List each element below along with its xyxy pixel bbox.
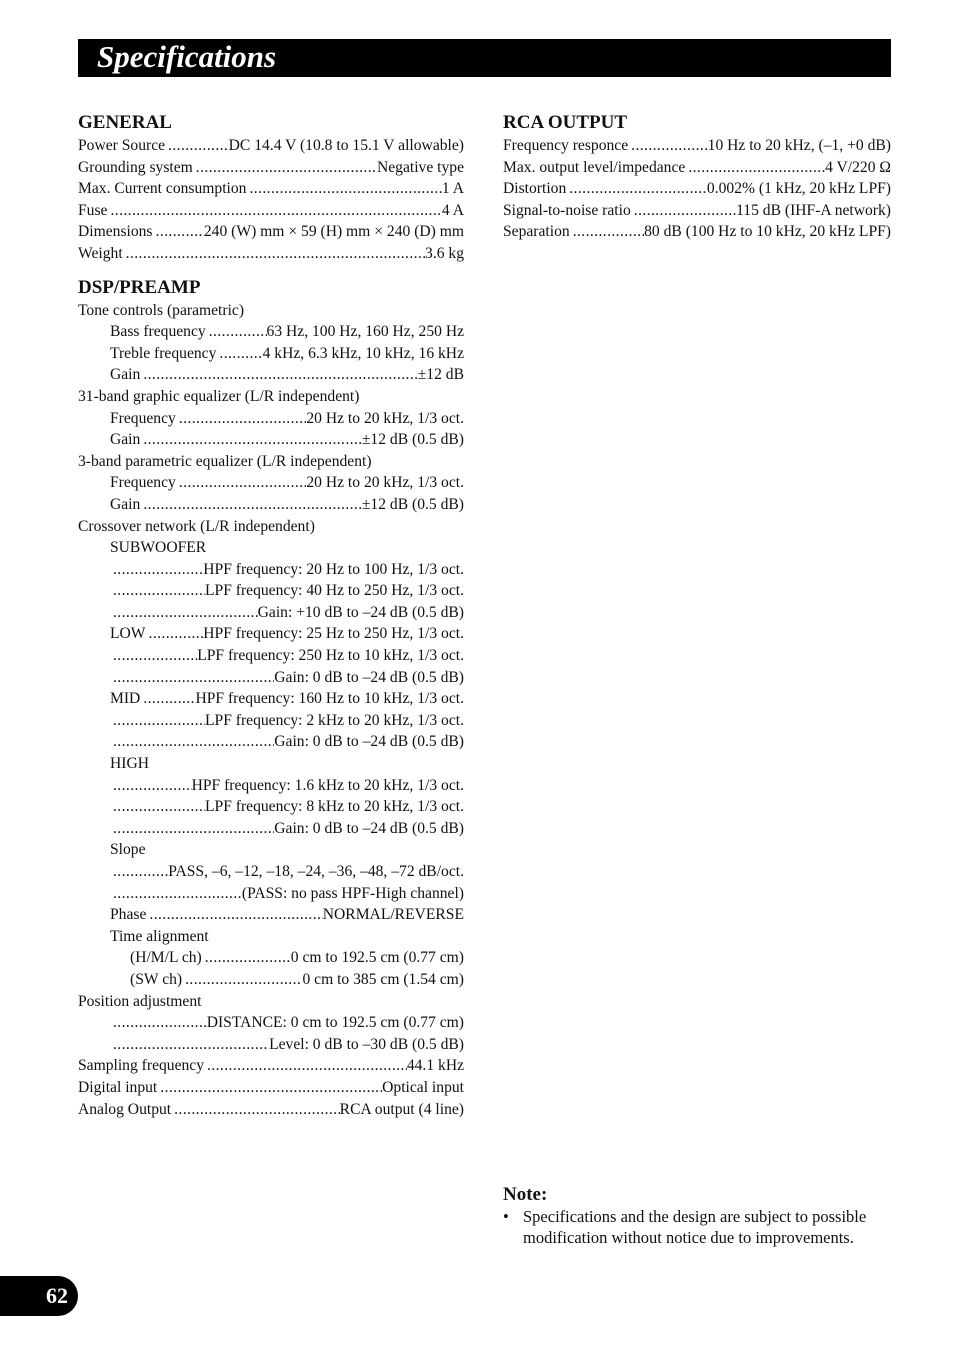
spec-row-ta-sw: (SW ch) ..... 0 cm to 385 cm (1.54 cm) bbox=[78, 969, 464, 991]
spec-row-sub-gain: ..... Gain: +10 dB to –24 dB (0.5 dB) bbox=[78, 602, 464, 624]
spec-row-low-gain: ..... Gain: 0 dB to –24 dB (0.5 dB) bbox=[78, 667, 464, 689]
spec-row-peq-freq: Frequency ..... 20 Hz to 20 kHz, 1/3 oct. bbox=[78, 472, 464, 494]
page-number-tab bbox=[0, 1276, 78, 1316]
spec-row-sub-hpf: ..... HPF frequency: 20 Hz to 100 Hz, 1/3 oct. bbox=[78, 559, 464, 581]
spec-row-grounding: Grounding system ..... Negative type bbox=[78, 157, 464, 179]
spec-row-sampling: Sampling frequency ..... 44.1 kHz bbox=[78, 1055, 464, 1077]
note-text: Specifications and the design are subject to possible modification without notice due to improvements. bbox=[523, 1207, 867, 1247]
spec-row-power: Power Source ..... DC 14.4 V (10.8 to 15.1 V allowable) bbox=[78, 135, 464, 157]
peq-label: 3-band parametric equalizer (L/R independent) bbox=[78, 452, 372, 470]
spec-row-high-hpf: ..... HPF frequency: 1.6 kHz to 20 kHz, 1/3 oct. bbox=[78, 775, 464, 797]
spec-row-low-lpf: ..... LPF frequency: 250 Hz to 10 kHz, 1/3 oct. bbox=[78, 645, 464, 667]
spec-row-sub-lpf: ..... LPF frequency: 40 Hz to 250 Hz, 1/3 oct. bbox=[78, 580, 464, 602]
spec-row-mid-lpf: ..... LPF frequency: 2 kHz to 20 kHz, 1/3 oct. bbox=[78, 710, 464, 732]
dsp-heading: DSP/PREAMP bbox=[78, 276, 201, 298]
tone-label: Tone controls (parametric) bbox=[78, 301, 245, 319]
spec-row-fuse: Fuse ..... 4 A bbox=[78, 200, 464, 222]
spec-row-digital-input: Digital input ..... Optical input bbox=[78, 1077, 464, 1099]
right-column bbox=[503, 111, 891, 243]
spec-row-geq-gain: Gain ..... ±12 dB (0.5 dB) bbox=[78, 429, 464, 451]
spec-row-high-gain: ..... Gain: 0 dB to –24 dB (0.5 dB) bbox=[78, 818, 464, 840]
note-item bbox=[503, 1207, 891, 1248]
high-label: HIGH bbox=[110, 755, 149, 773]
spec-row-phase: Phase ..... NORMAL/REVERSE bbox=[78, 904, 464, 926]
spec-row-peq-gain: Gain ..... ±12 dB (0.5 dB) bbox=[78, 494, 464, 516]
spec-row-distortion: Distortion ..... 0.002% (1 kHz, 20 kHz LPF) bbox=[503, 178, 891, 200]
spec-row-slope-note: ..... (PASS: no pass HPF-High channel) bbox=[78, 883, 464, 905]
spec-row-snr: Signal-to-noise ratio ..... 115 dB (IHF-A network) bbox=[503, 200, 891, 222]
geq-label: 31-band graphic equalizer (L/R independent) bbox=[78, 387, 360, 405]
note-block bbox=[503, 1183, 891, 1248]
spec-row-analog-output: Analog Output ..... RCA output (4 line) bbox=[78, 1099, 464, 1121]
note-heading: Note: bbox=[503, 1184, 548, 1205]
spec-row-slope-values: ..... PASS, –6, –12, –18, –24, –36, –48, –72 dB/oct. bbox=[78, 861, 464, 883]
bullet-icon: • bbox=[503, 1207, 509, 1226]
spec-row-ta-hml: (H/M/L ch) ..... 0 cm to 192.5 cm (0.77 cm) bbox=[78, 947, 464, 969]
rca-heading: RCA OUTPUT bbox=[503, 112, 628, 133]
slope-label: Slope bbox=[110, 841, 146, 859]
page-title: Specifications bbox=[97, 39, 277, 74]
spec-row-dimensions: Dimensions ..... 240 (W) mm × 59 (H) mm × 240 (D) mm bbox=[78, 221, 464, 243]
ta-label: Time alignment bbox=[110, 927, 209, 945]
spec-row-tone-gain: Gain ..... ±12 dB bbox=[78, 364, 464, 386]
spec-row-separation: Separation ..... 80 dB (100 Hz to 10 kHz, 20 kHz LPF) bbox=[503, 221, 891, 243]
spec-row-mid-hpf: MID ..... HPF frequency: 160 Hz to 10 kHz, 1/3 oct. bbox=[78, 688, 464, 710]
spec-row-geq-freq: Frequency ..... 20 Hz to 20 kHz, 1/3 oct. bbox=[78, 408, 464, 430]
spec-row-low-hpf: LOW ..... HPF frequency: 25 Hz to 250 Hz, 1/3 oct. bbox=[78, 623, 464, 645]
spec-row-pos-distance: ..... DISTANCE: 0 cm to 192.5 cm (0.77 cm) bbox=[78, 1012, 464, 1034]
spec-row-treble: Treble frequency ..... 4 kHz, 6.3 kHz, 10 kHz, 16 kHz bbox=[78, 343, 464, 365]
spec-row-freq-response: Frequency responce ..... 10 Hz to 20 kHz, (–1, +0 dB) bbox=[503, 135, 891, 157]
spec-row-output-level: Max. output level/impedance ..... 4 V/220 Ω bbox=[503, 157, 891, 179]
xover-label: Crossover network (L/R independent) bbox=[78, 517, 315, 535]
sub-label: SUBWOOFER bbox=[110, 539, 207, 557]
spec-row-bass: Bass frequency ..... 63 Hz, 100 Hz, 160 Hz, 250 Hz bbox=[78, 321, 464, 343]
spec-row-current: Max. Current consumption ..... 1 A bbox=[78, 178, 464, 200]
spec-row-mid-gain: ..... Gain: 0 dB to –24 dB (0.5 dB) bbox=[78, 731, 464, 753]
pos-label: Position adjustment bbox=[78, 992, 202, 1010]
spec-row-weight: Weight ..... 3.6 kg bbox=[78, 243, 464, 265]
general-heading: GENERAL bbox=[78, 112, 172, 133]
spec-row-pos-level: ..... Level: 0 dB to –30 dB (0.5 dB) bbox=[78, 1034, 464, 1056]
spec-row-high-lpf: ..... LPF frequency: 8 kHz to 20 kHz, 1/3 oct. bbox=[78, 796, 464, 818]
left-column bbox=[78, 111, 464, 1120]
page-number: 62 bbox=[46, 1283, 68, 1308]
title-bar bbox=[78, 39, 891, 77]
